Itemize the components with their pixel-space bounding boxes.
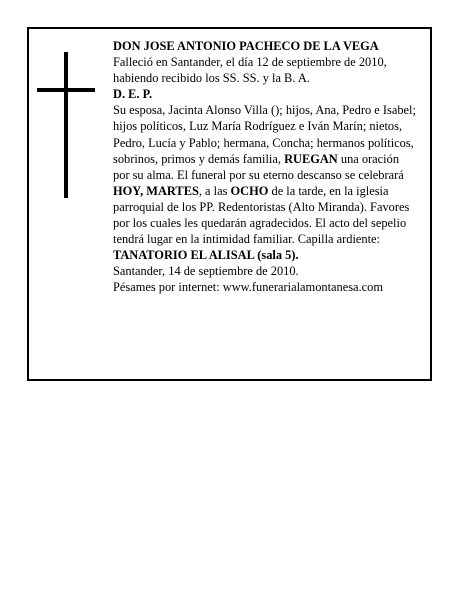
dep-heading: D. E. P.: [113, 87, 153, 102]
cross-icon: [37, 52, 95, 198]
death-line-1: Falleció en Santander, el día 12 de septiembre de 2010,: [113, 55, 387, 70]
family-paragraph: [113, 102, 418, 263]
hoy-martes-text: HOY, MARTES: [113, 183, 199, 198]
obituary-text: [113, 38, 418, 296]
condolences-line: Pésames por internet: www.funerarialamontanesa.com: [113, 280, 383, 295]
family-text-2: una oración por su alma. El funeral por su eterno descanso se celebrará: [113, 151, 404, 182]
ruegan-text: RUEGAN: [284, 151, 338, 166]
cross-vertical-bar: [64, 52, 68, 198]
family-text-4: de la tarde, en la iglesia parroquial de los PP. Redentoristas (Alto Miranda). Favores por los cuales les quedarán agradecidos. El acto del sepelio tendrá lugar en la intimidad familiar. Capilla ardiente:: [113, 183, 410, 247]
family-text-3: , a las: [198, 183, 228, 198]
cross-horizontal-bar: [37, 88, 95, 92]
place-date: Santander, 14 de septiembre de 2010.: [113, 264, 299, 279]
death-statement: [113, 54, 418, 86]
ocho-text: OCHO: [230, 183, 269, 198]
deceased-name: DON JOSE ANTONIO PACHECO DE LA VEGA: [113, 39, 379, 53]
death-line-2: habiendo recibido los SS. SS. y la B. A.: [113, 71, 310, 86]
family-text-1: Su esposa, Jacinta Alonso Villa (); hijos, Ana, Pedro e Isabel; hijos políticos, Luz María Rodríguez e Iván Marín; nietos, Pedro, Lucía y Pablo; hermana, Concha; hermanos políticos, sobrinos, primos y demás familia,: [113, 103, 416, 166]
tanatorio-text: TANATORIO EL ALISAL (sala 5).: [113, 248, 299, 263]
